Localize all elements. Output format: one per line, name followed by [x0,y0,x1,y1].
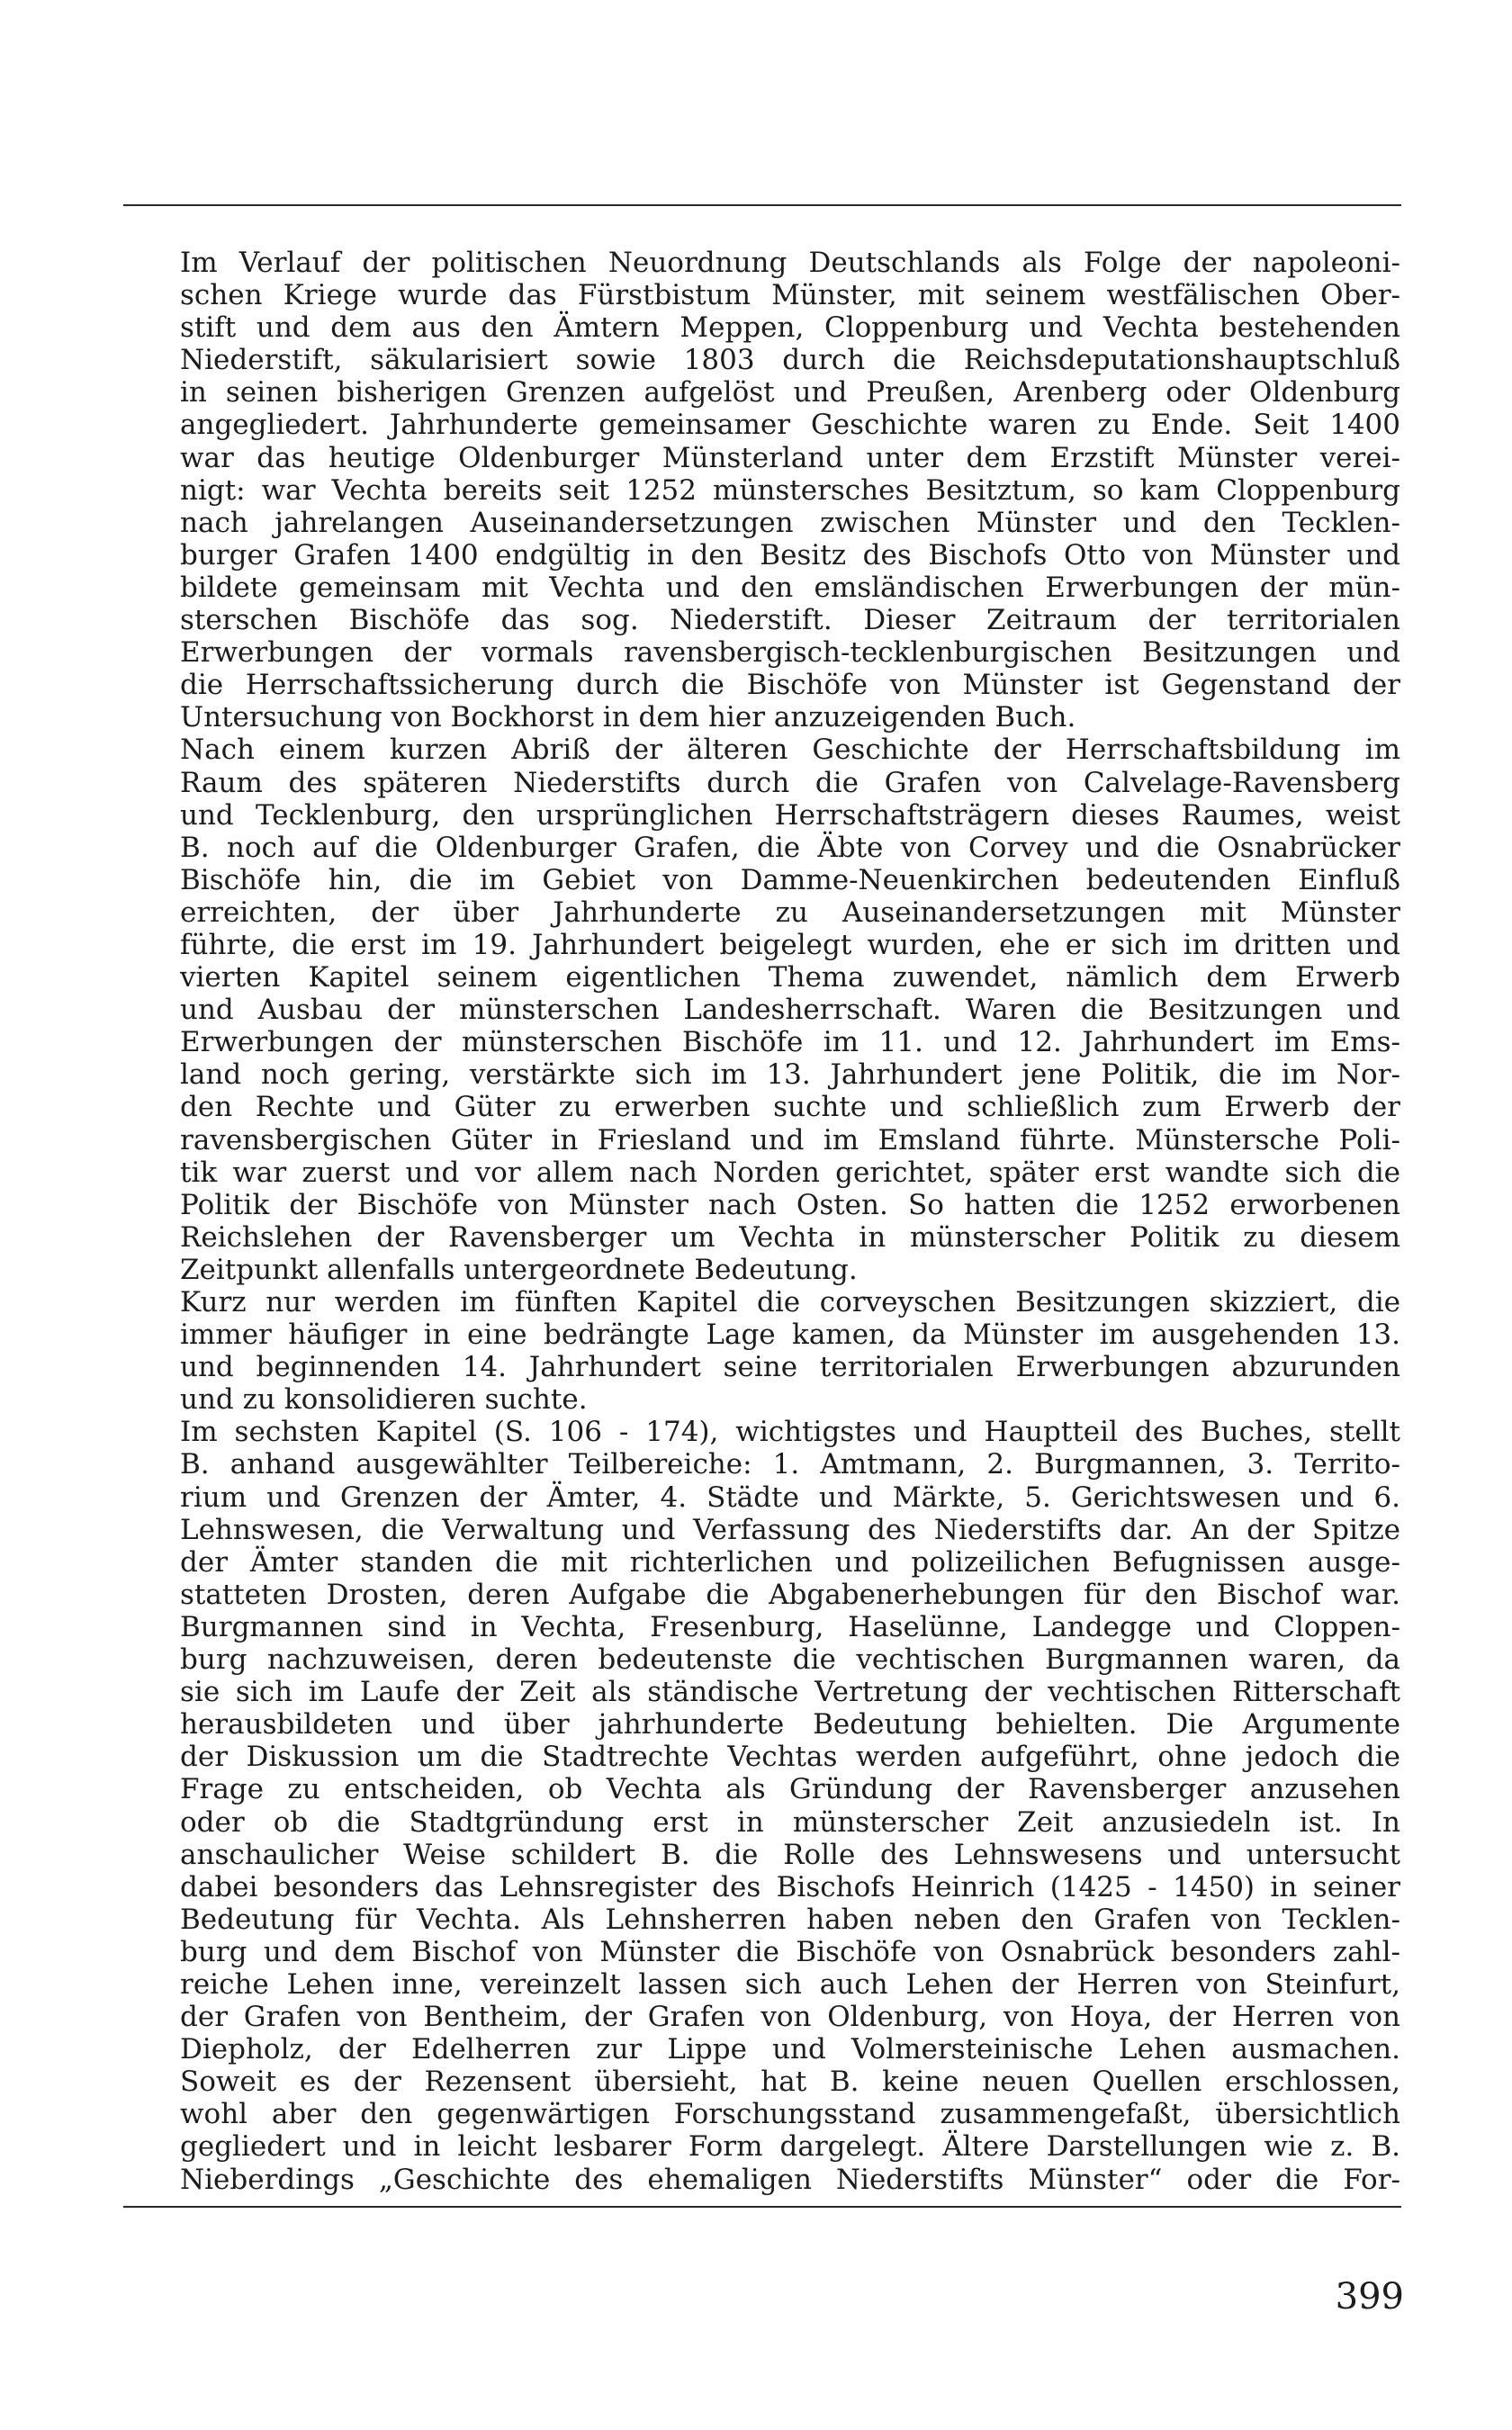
text-line: Lehnswesen, die Verwaltung und Verfassung des Niederstifts dar. An der Spitze [180,1513,1400,1546]
text-line: Diepholz, der Edelherren zur Lippe und Volmersteinische Lehen ausmachen. [180,2033,1400,2066]
text-line: Frage zu entscheiden, ob Vechta als Gründung der Ravensberger anzusehen [180,1773,1400,1806]
text-line: tik war zuerst und vor allem nach Norden gerichtet, später erst wandte sich die [180,1156,1400,1189]
text-line: vierten Kapitel seinem eigentlichen Thema zuwendet, nämlich dem Erwerb [180,961,1400,994]
text-line: immer häufiger in eine bedrängte Lage kamen, da Münster im ausgehenden 13. [180,1318,1400,1352]
text-line: Politik der Bischöfe von Münster nach Osten. So hatten die 1252 erworbenen [180,1188,1400,1221]
text-line: der Ämter standen die mit richterlichen und polizeilichen Befugnissen ausge- [180,1545,1400,1579]
text-line: wohl aber den gegenwärtigen Forschungsstand zusammengefaßt, übersichtlich [180,2098,1400,2131]
text-line: der Diskussion um die Stadtrechte Vechtas werden aufgeführt, ohne jedoch die [180,1741,1400,1774]
text-line: gegliedert und in leicht lesbarer Form dargelegt. Ältere Darstellungen wie z. B. [180,2130,1400,2164]
text-line: Erwerbungen der vormals ravensbergisch-tecklenburgischen Besitzungen und [180,636,1400,670]
text-line: erreichten, der über Jahrhunderte zu Auseinandersetzungen mit Münster [180,896,1400,929]
text-line: rium und Grenzen der Ämter, 4. Städte und Märkte, 5. Gerichtswesen und 6. [180,1480,1400,1514]
text-line: und Tecklenburg, den ursprünglichen Herrschaftsträgern dieses Raumes, weist [180,798,1400,832]
text-line: die Herrschaftssicherung durch die Bischöfe von Münster ist Gegenstand der [180,669,1400,702]
text-line: Soweit es der Rezensent übersieht, hat B. keine neuen Quellen erschlossen, [180,2066,1400,2099]
text-line: in seinen bisherigen Grenzen aufgelöst und Preußen, Arenberg oder Oldenburg [180,376,1400,410]
text-line: und zu konsolidieren suchte. [180,1383,588,1417]
text-line: schen Kriege wurde das Fürstbistum Münster, mit seinem westfälischen Ober- [180,279,1400,312]
text-line: bildete gemeinsam mit Vechta und den emsländischen Erwerbungen der mün- [180,571,1400,604]
text-line: burger Grafen 1400 endgültig in den Besitz des Bischofs Otto von Münster und [180,538,1400,572]
text-line: oder ob die Stadtgründung erst in münsterscher Zeit anzusiedeln ist. In [180,1805,1400,1839]
text-line: statteten Drosten, deren Aufgabe die Abgabenerhebungen für den Bischof war. [180,1578,1400,1611]
text-line: sterschen Bischöfe das sog. Niederstift. Dieser Zeitraum der territorialen [180,604,1400,637]
text-line: Reichslehen der Ravensberger um Vechta in münsterscher Politik zu diesem [180,1220,1400,1254]
text-line: Erwerbungen der münsterschen Bischöfe im 11. und 12. Jahrhundert im Ems- [180,1026,1400,1059]
text-line: Burgmannen sind in Vechta, Fresenburg, Haselünne, Landegge und Cloppen- [180,1610,1400,1643]
text-line: Bedeutung für Vechta. Als Lehnsherren haben neben den Grafen von Tecklen- [180,1903,1400,1936]
text-line: angegliedert. Jahrhunderte gemeinsamer Geschichte waren zu Ende. Seit 1400 [180,409,1400,442]
text-line: der Grafen von Bentheim, der Grafen von Oldenburg, von Hoya, der Herren von [180,2001,1400,2034]
text-line: nach jahrelangen Auseinandersetzungen zwischen Münster und den Tecklen- [180,506,1400,539]
text-line: herausbildeten und über jahrhunderte Bedeutung behielten. Die Argumente [180,1708,1400,1742]
text-line: Im sechsten Kapitel (S. 106 - 174), wichtigstes und Hauptteil des Buches, stellt [180,1416,1400,1449]
text-line: war das heutige Oldenburger Münsterland unter dem Erzstift Münster verei- [180,441,1400,474]
text-line: den Rechte und Güter zu erwerben suchte und schließlich zum Erwerb der [180,1091,1400,1124]
text-line: anschaulicher Weise schildert B. die Rolle des Lehnswesens und untersucht [180,1838,1400,1871]
text-line: führte, die erst im 19. Jahrhundert beigelegt wurden, ehe er sich im dritten und [180,928,1400,961]
text-line: nigt: war Vechta bereits seit 1252 münstersches Besitztum, so kam Cloppenburg [180,473,1400,507]
text-line: B. anhand ausgewählter Teilbereiche: 1. Amtmann, 2. Burgmannen, 3. Territo- [180,1448,1400,1481]
text-line: stift und dem aus den Ämtern Meppen, Cloppenburg und Vechta bestehenden [180,311,1400,345]
text-line: Nieberdings „Geschichte des ehemaligen Niederstifts Münster“ oder die For- [180,2163,1400,2196]
text-line: reiche Lehen inne, vereinzelt lassen sich auch Lehen der Herren von Steinfurt, [180,1967,1400,2001]
text-line: und Ausbau der münsterschen Landesherrschaft. Waren die Besitzungen und [180,994,1400,1027]
text-line: dabei besonders das Lehnsregister des Bischofs Heinrich (1425 - 1450) in seiner [180,1870,1400,1904]
page-number: 399 [1335,2276,1404,2318]
text-line: ravensbergischen Güter in Friesland und im Emsland führte. Münstersche Poli- [180,1123,1400,1156]
text-line: burg und dem Bischof von Münster die Bischöfe von Osnabrück besonders zahl- [180,1935,1400,1968]
top-rule [123,204,1401,206]
text-line: burg nachzuweisen, deren bedeutenste die vechtischen Burgmannen waren, da [180,1643,1400,1677]
text-line: Bischöfe hin, die im Gebiet von Damme-Neuenkirchen bedeutenden Einfluß [180,863,1400,896]
text-line: Raum des späteren Niederstifts durch die Grafen von Calvelage-Ravensberg [180,766,1400,799]
text-line: Kurz nur werden im fünften Kapitel die corveyschen Besitzungen skizziert, die [180,1286,1400,1318]
text-line: Niederstift, säkularisiert sowie 1803 durch die Reichsdeputationshauptschluß [180,344,1400,377]
text-line: land noch gering, verstärkte sich im 13. Jahrhundert jene Politik, die im Nor- [180,1058,1400,1092]
text-line: und beginnenden 14. Jahrhundert seine territorialen Erwerbungen abzurunden [180,1351,1400,1384]
text-line: B. noch auf die Oldenburger Grafen, die Äbte von Corvey und die Osnabrücker [180,831,1400,864]
text-line: sie sich im Laufe der Zeit als ständische Vertretung der vechtischen Ritterschaft [180,1676,1400,1709]
text-line: Zeitpunkt allenfalls untergeordnete Bedeutung. [180,1253,858,1286]
review-body-text [180,247,1400,2196]
bottom-rule [123,2206,1401,2208]
text-line: Im Verlauf der politischen Neuordnung Deutschlands als Folge der napoleoni- [180,247,1400,279]
text-line: Nach einem kurzen Abriß der älteren Geschichte der Herrschaftsbildung im [180,734,1400,767]
text-line: Untersuchung von Bockhorst in dem hier anzuzeigenden Buch. [180,701,1076,734]
